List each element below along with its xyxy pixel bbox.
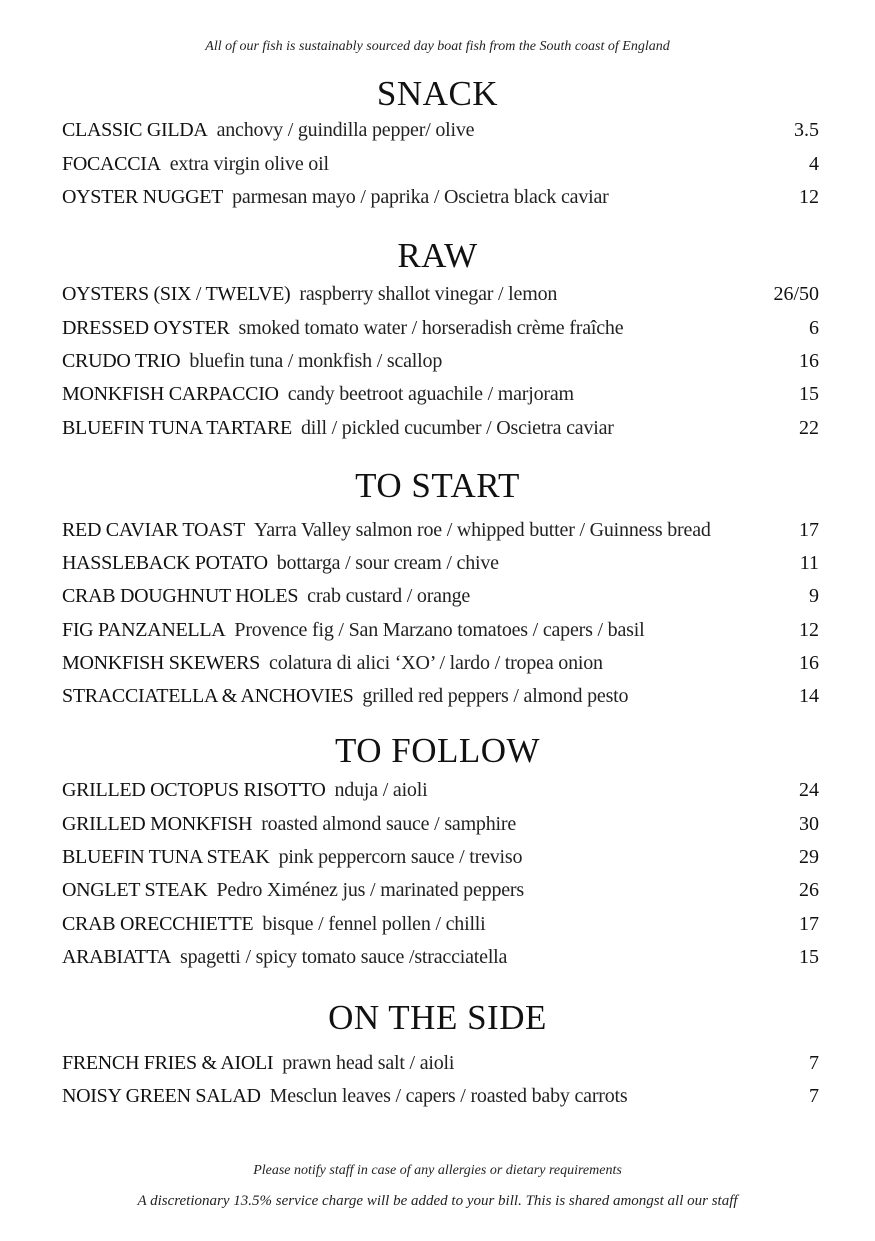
dish-description: Mesclun leaves / capers / roasted baby carrots [269, 1085, 628, 1107]
dish-price: 9 [809, 585, 819, 607]
menu-item [62, 779, 819, 807]
dish-description: roasted almond sauce / samphire [261, 813, 517, 835]
dish-price: 15 [799, 946, 819, 968]
service-charge-note: A discretionary 13.5% service charge will be added to your bill. This is shared amongst all our staff [137, 1193, 738, 1209]
menu-item [62, 619, 819, 647]
dish-description: dill / pickled cucumber / Oscietra caviar [300, 417, 614, 439]
dish-description: bluefin tuna / monkfish / scallop [189, 350, 443, 372]
menu-item [62, 417, 819, 445]
dish-description: Pedro Ximénez jus / marinated peppers [216, 879, 524, 901]
dish-price: 6 [809, 317, 819, 339]
menu-item [62, 519, 819, 547]
dish-name: DRESSED OYSTER [62, 317, 230, 339]
dish-description: Yarra Valley salmon roe / whipped butter / Guinness bread [254, 519, 711, 541]
dish-description: crab custard / orange [307, 585, 471, 607]
menu-item [62, 879, 819, 907]
dish-name: CRAB ORECCHIETTE [62, 913, 254, 935]
menu-item [62, 585, 819, 613]
dish-description: Provence fig / San Marzano tomatoes / capers / basil [234, 619, 645, 641]
dish-name: OYSTER NUGGET [62, 186, 224, 208]
dish-name: NOISY GREEN SALAD [62, 1085, 261, 1107]
section-heading-to-start: TO START [355, 466, 520, 505]
dish-description: extra virgin olive oil [169, 153, 329, 175]
menu-item [62, 317, 819, 345]
dish-name: CRAB DOUGHNUT HOLES [62, 585, 299, 607]
dish-name: CRUDO TRIO [62, 350, 181, 372]
dish-price: 30 [799, 813, 819, 835]
dish-description: raspberry shallot vinegar / lemon [299, 283, 558, 305]
dish-price: 29 [799, 846, 819, 868]
menu-item [62, 350, 819, 378]
sourcing-note: All of our fish is sustainably sourced day boat fish from the South coast of England [205, 39, 670, 54]
dish-price: 16 [799, 652, 819, 674]
dish-price: 17 [799, 913, 819, 935]
menu-item [62, 283, 819, 311]
dish-description: smoked tomato water / horseradish crème fraîche [238, 317, 624, 339]
dish-name: FOCACCIA [62, 153, 161, 175]
dish-name: CLASSIC GILDA [62, 119, 208, 141]
dish-description: bottarga / sour cream / chive [276, 552, 499, 574]
menu-item [62, 1085, 819, 1113]
menu-item [62, 552, 819, 580]
dish-name: FIG PANZANELLA [62, 619, 226, 641]
dish-description: colatura di alici ‘XO’ / lardo / tropea onion [269, 652, 603, 674]
dish-description: parmesan mayo / paprika / Oscietra black caviar [232, 186, 609, 208]
menu-item [62, 652, 819, 680]
section-heading-to-follow: TO FOLLOW [334, 731, 541, 770]
dish-name: FRENCH FRIES & AIOLI [62, 1052, 274, 1074]
dish-price: 22 [799, 417, 819, 439]
dish-name: RED CAVIAR TOAST [62, 519, 246, 541]
dish-price: 11 [799, 552, 819, 574]
dish-description: grilled red peppers / almond pesto [362, 685, 629, 707]
dish-name: GRILLED MONKFISH [62, 813, 253, 835]
dish-price: 16 [799, 350, 819, 372]
section-heading-snack: SNACK [376, 74, 499, 113]
dish-description: anchovy / guindilla pepper/ olive [216, 119, 475, 141]
dish-price: 24 [799, 779, 819, 801]
dish-name: BLUEFIN TUNA TARTARE [62, 417, 292, 439]
dish-name: BLUEFIN TUNA STEAK [62, 846, 270, 868]
menu-item [62, 119, 819, 147]
section-heading-on-the-side: ON THE SIDE [328, 998, 547, 1037]
dish-name: HASSLEBACK POTATO [62, 552, 268, 574]
dish-name: MONKFISH CARPACCIO [62, 383, 279, 405]
dish-description: candy beetroot aguachile / marjoram [287, 383, 574, 405]
menu-item [62, 153, 819, 181]
menu-item [62, 846, 819, 874]
dish-price: 12 [799, 186, 819, 208]
menu-item [62, 383, 819, 411]
dish-price: 15 [799, 383, 819, 405]
menu-item [62, 186, 819, 214]
menu-item [62, 1052, 819, 1080]
allergy-note: Please notify staff in case of any allergies or dietary requirements [253, 1163, 622, 1178]
dish-name: GRILLED OCTOPUS RISOTTO [62, 779, 326, 801]
dish-price: 7 [809, 1085, 819, 1107]
dish-price: 26 [799, 879, 819, 901]
dish-price: 14 [799, 685, 819, 707]
dish-description: pink peppercorn sauce / treviso [278, 846, 523, 868]
dish-name: OYSTERS (SIX / TWELVE) [62, 283, 291, 305]
dish-price: 26/50 [773, 283, 819, 305]
dish-name: ARABIATTA [62, 946, 172, 968]
menu-item [62, 685, 819, 713]
dish-name: STRACCIATELLA & ANCHOVIES [62, 685, 354, 707]
menu-item [62, 946, 819, 974]
dish-description: nduja / aioli [334, 779, 428, 801]
dish-description: bisque / fennel pollen / chilli [262, 913, 486, 935]
dish-description: prawn head salt / aioli [282, 1052, 455, 1074]
dish-price: 4 [809, 153, 819, 175]
dish-description: spagetti / spicy tomato sauce /stracciatella [180, 946, 508, 968]
dish-price: 3.5 [794, 119, 819, 141]
dish-price: 17 [799, 519, 819, 541]
menu-item [62, 813, 819, 841]
dish-price: 7 [809, 1052, 819, 1074]
section-heading-raw: RAW [397, 236, 478, 275]
dish-name: ONGLET STEAK [62, 879, 208, 901]
dish-price: 12 [799, 619, 819, 641]
dish-name: MONKFISH SKEWERS [62, 652, 261, 674]
menu-item [62, 913, 819, 941]
